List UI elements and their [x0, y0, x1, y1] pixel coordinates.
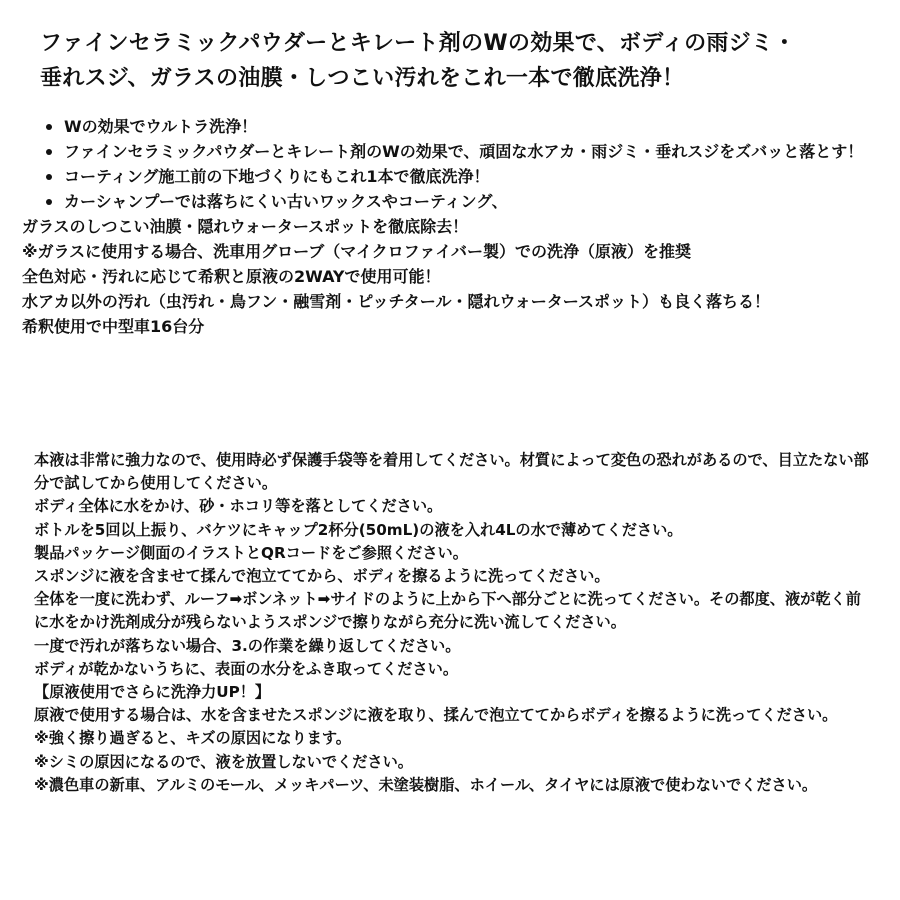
feature-line: ガラスのしつこい油膜・隠れウォータースポットを徹底除去！	[22, 217, 469, 236]
feature-bullet: カーシャンプーでは落ちにくい古いワックスやコーティング、	[22, 189, 874, 214]
coverage-note: 希釈使用で中型車16台分	[22, 317, 205, 336]
instruction-line: 一度で汚れが落ちない場合、3.の作業を繰り返してください。	[34, 636, 461, 655]
usage-instructions	[34, 449, 874, 797]
caution-note: ※強く擦り過ぎると、キズの原因になります。	[34, 729, 351, 748]
headline-line-2: 垂れスジ、ガラスの油膜・しつこい汚れをこれ一本で徹底洗浄！	[40, 66, 685, 91]
instruction-line: 全体を一度に洗わず、ルーフ➡ボンネット➡サイドのように上から下へ部分ごとに洗ってください。その都度、液が乾く前に水をかけ洗剤成分が残らないようスポンジで擦りながら充分に洗い流してください。	[34, 590, 861, 632]
undiluted-heading: 【原液使用でさらに洗浄力UP！】	[34, 683, 271, 702]
instruction-line: 本液は非常に強力なので、使用時必ず保護手袋等を着用してください。材質によって変色の恐れがあるので、目立たない部分で試してから使用してください。	[34, 451, 869, 493]
instruction-line: ボディが乾かないうちに、表面の水分をふき取ってください。	[34, 659, 459, 678]
feature-line: 水アカ以外の汚れ（虫汚れ・鳥フン・融雪剤・ピッチタール・隠れウォータースポット）も良く落ちる！	[22, 292, 771, 311]
instruction-line: 製品パッケージ側面のイラストとQRコードをご参照ください。	[34, 543, 468, 562]
caution-note: ※濃色車の新車、アルミのモール、メッキパーツ、未塗装樹脂、ホイール、タイヤには原液で使わないでください。	[34, 775, 818, 794]
instruction-line: スポンジに液を含ませて揉んで泡立ててから、ボディを擦るように洗ってください。	[34, 567, 610, 586]
instruction-line: 原液で使用する場合は、水を含ませたスポンジに液を取り、揉んで泡立ててからボディを擦るように洗ってください。	[34, 706, 838, 725]
instruction-line: ボディ全体に水をかけ、砂・ホコリ等を落としてください。	[34, 497, 443, 516]
feature-line: 全色対応・汚れに応じて希釈と原液の2WAYで使用可能！	[22, 267, 441, 286]
glass-note: ※ガラスに使用する場合、洗車用グローブ（マイクロファイバー製）での洗浄（原液）を推奨	[22, 242, 691, 261]
feature-bullet: Wの効果でウルトラ洗浄！	[22, 114, 874, 139]
feature-bullet: ファインセラミックパウダーとキレート剤のWの効果で、頑固な水アカ・雨ジミ・垂れスジをズバッと落とす！	[22, 139, 874, 164]
caution-note: ※シミの原因になるので、液を放置しないでください。	[34, 752, 413, 771]
instruction-line: ボトルを5回以上振り、バケツにキャップ2杯分(50mL)の液を入れ4Lの水で薄めてください。	[34, 520, 683, 539]
feature-bullet-list	[22, 114, 872, 214]
feature-section	[22, 114, 872, 339]
headline-line-1: ファインセラミックパウダーとキレート剤のWの効果で、ボディの雨ジミ・	[40, 31, 796, 56]
feature-bullet: コーティング施工前の下地づくりにもこれ1本で徹底洗浄！	[22, 164, 874, 189]
headline	[40, 26, 870, 96]
